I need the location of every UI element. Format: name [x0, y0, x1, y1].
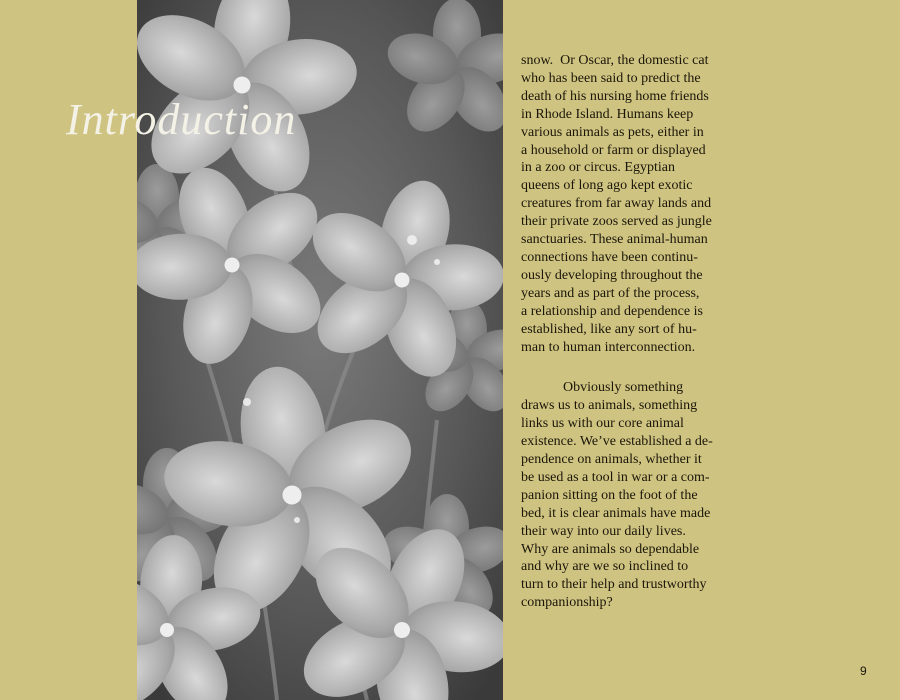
text-line: sanctuaries. These animal-human [521, 232, 708, 248]
text-line: connections have been continu- [521, 249, 698, 265]
text-line: their way into our daily lives. [521, 523, 686, 539]
text-line: years and as part of the process, [521, 285, 700, 301]
text-line: man to human interconnection. [521, 339, 696, 355]
text-line: turn to their help and trustworthy [521, 577, 707, 593]
page-title: Introduction [66, 95, 297, 144]
text-line: various animals as pets, either in [521, 124, 704, 140]
text-line: and why are we so inclined to [521, 559, 689, 575]
text-line: pendence on animals, whether it [521, 452, 702, 468]
text-line: be used as a tool in war or a com- [521, 469, 710, 485]
text-line: a relationship and dependence is [521, 303, 703, 319]
text-line: a household or farm or displayed [521, 142, 706, 158]
article-body [521, 52, 743, 612]
text-line: creatures from far away lands and [521, 196, 712, 212]
text-line: snow. Or Oscar, the domestic cat [521, 53, 709, 68]
text-line: Obviously something [521, 380, 684, 396]
text-line: queens of long ago kept exotic [521, 178, 693, 194]
text-line: links us with our core animal [521, 416, 684, 432]
page-number: 9 [860, 664, 867, 678]
text-line: established, like any sort of hu- [521, 321, 697, 337]
text-line: Why are animals so dependable [521, 541, 700, 557]
text-line: in a zoo or circus. Egyptian [521, 160, 675, 176]
text-line: companionship? [521, 595, 613, 611]
paragraph-2 [521, 379, 743, 612]
text-line: who has been said to predict the [521, 70, 701, 86]
paragraph-gap [521, 356, 743, 379]
text-line: their private zoos served as jungle [521, 214, 712, 230]
text-line: draws us to animals, something [521, 398, 698, 414]
text-line: bed, it is clear animals have made [521, 505, 711, 521]
text-line: in Rhode Island. Humans keep [521, 106, 694, 122]
paragraph-1 [521, 52, 743, 356]
text-line: panion sitting on the foot of the [521, 487, 698, 503]
text-line: existence. We’ve established a de- [521, 434, 713, 450]
text-line: death of his nursing home friends [521, 88, 709, 104]
text-line: ously developing throughout the [521, 267, 703, 283]
